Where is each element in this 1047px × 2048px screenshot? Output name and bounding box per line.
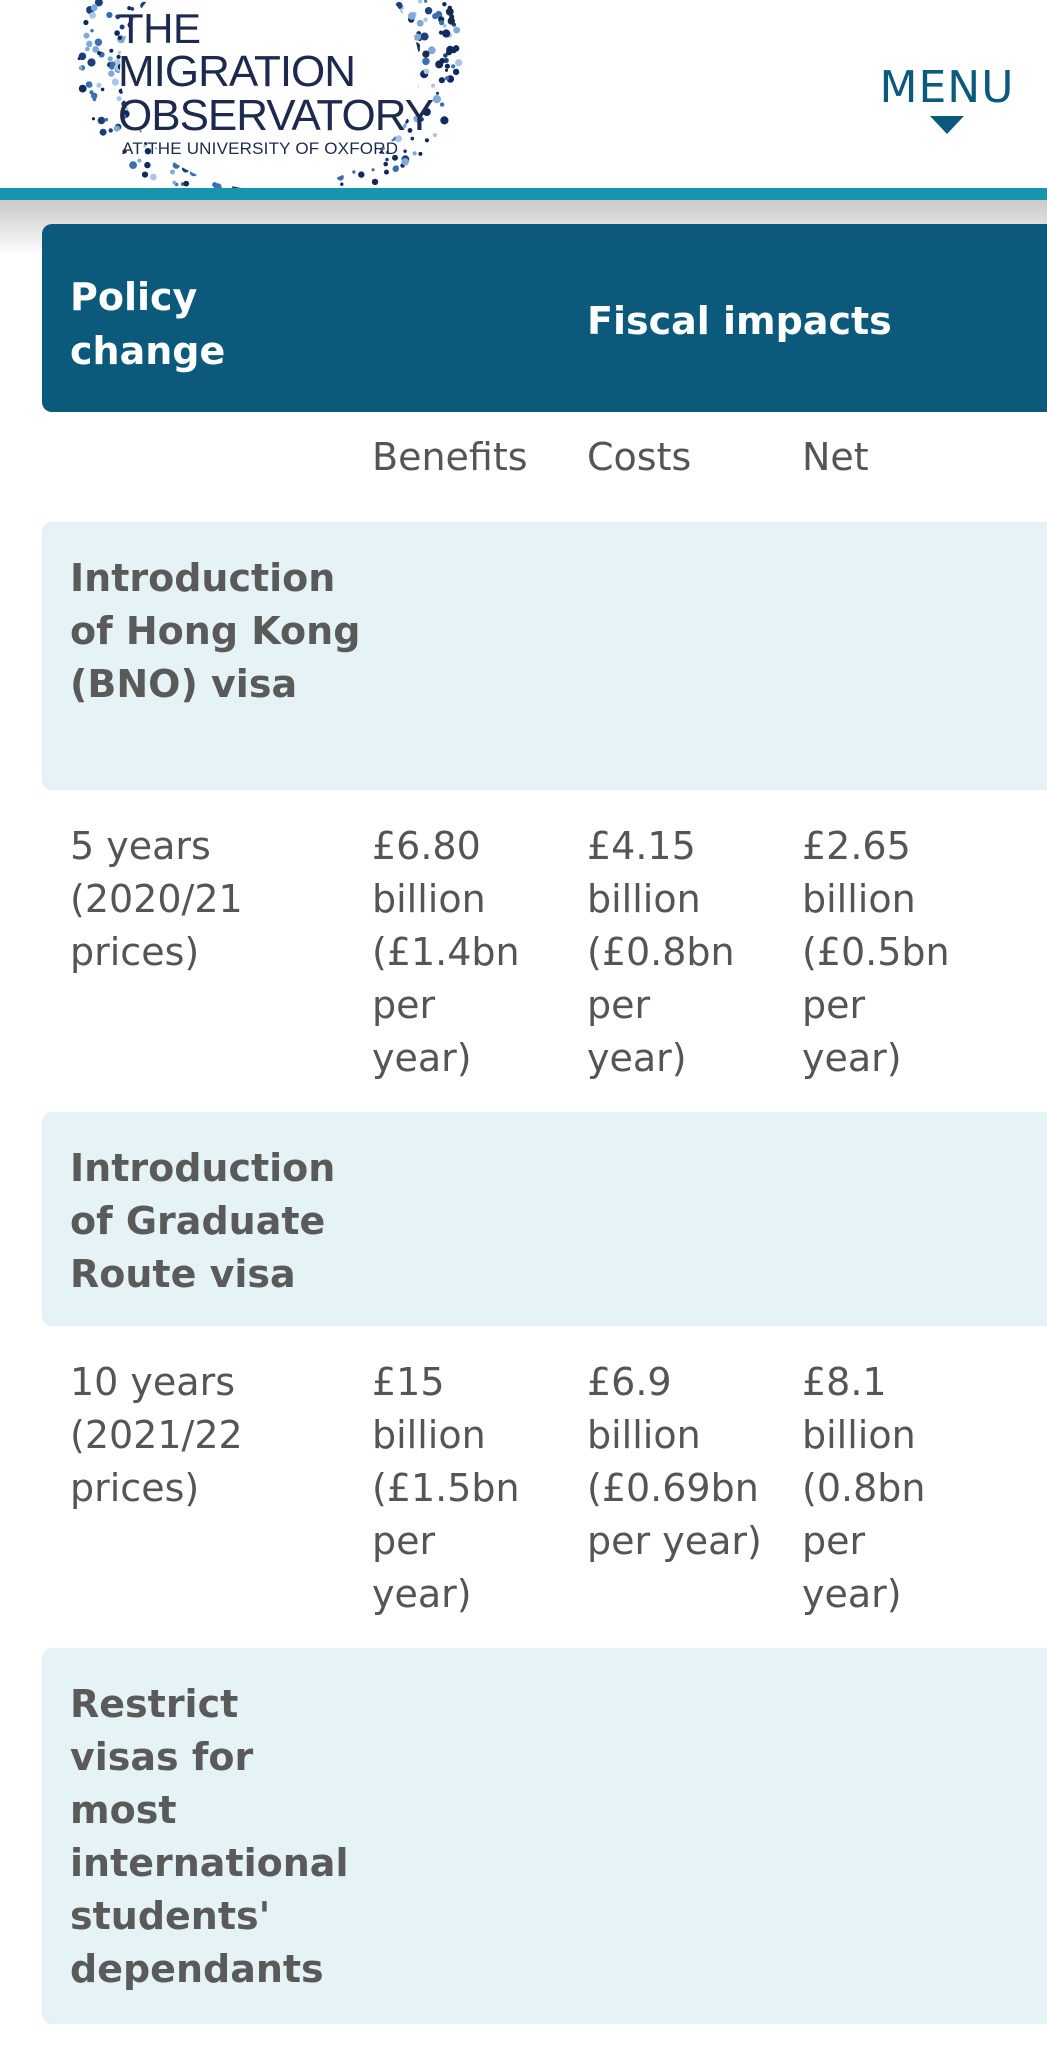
logo-dot (384, 170, 389, 175)
fiscal-impacts-table (42, 224, 1047, 2024)
site-logo[interactable] (0, 0, 540, 188)
logo-dot (443, 24, 447, 28)
logo-dot (85, 47, 90, 52)
logo-text (118, 5, 434, 160)
logo-dot (89, 90, 93, 94)
logo-dot (453, 27, 460, 34)
logo-dot (150, 174, 157, 181)
logo-dot (91, 4, 98, 11)
logo-dot (87, 58, 95, 66)
net-cell: £2.65 billion (£0.5bn per year) (802, 824, 950, 1080)
policy-name: Introduction of Hong Kong (BNO) visa (70, 556, 361, 706)
logo-dot (352, 170, 355, 173)
menu-button[interactable] (877, 62, 1017, 152)
logo-dot (445, 69, 448, 72)
logo-dot (86, 81, 93, 88)
caret-down-icon (930, 116, 964, 134)
logo-dot (106, 12, 112, 18)
logo-dot (144, 162, 150, 168)
policy-name: Restrict visas for most international students' dependants (70, 1682, 349, 1991)
costs-cell: £4.15 billion (£0.8bn per year) (587, 824, 735, 1080)
logo-dot (96, 83, 101, 88)
header-accent-bar (0, 188, 1047, 200)
logo-dot (92, 117, 95, 120)
period-cell: 10 years (2021/22 prices) (70, 1360, 243, 1510)
logo-dot (86, 41, 92, 47)
logo-dot (101, 88, 105, 92)
logo-dot (89, 12, 96, 19)
table-subheader (42, 412, 1047, 522)
logo-dot (455, 59, 462, 66)
menu-label: MENU (879, 62, 1015, 113)
logo-dot (84, 33, 90, 39)
policy-name: Introduction of Graduate Route visa (70, 1146, 336, 1296)
header-fiscal-impacts: Fiscal impacts (587, 299, 892, 343)
logo-dot (393, 165, 399, 171)
logo-dot (98, 117, 106, 125)
costs-cell: £6.9 billion (£0.69bn per year) (587, 1360, 762, 1563)
logo-dot (442, 2, 446, 6)
logo-line-migration: MIGRATION (118, 47, 356, 96)
policy-row (42, 1648, 1047, 2024)
logo-dot (424, 0, 427, 3)
benefits-cell: £15 billion (£1.5bn per year) (372, 1360, 520, 1616)
logo-dot (451, 64, 455, 68)
table-row (42, 790, 1047, 1112)
logo-line-observatory: OBSERVATORY (118, 91, 434, 140)
logo-dot (418, 0, 422, 4)
logo-dot (445, 64, 450, 69)
logo-dot (100, 129, 107, 136)
logo-dot (453, 69, 459, 75)
logo-dot (439, 58, 445, 64)
benefits-cell: £6.80 billion (£1.4bn per year) (372, 824, 520, 1080)
logo-dot (433, 95, 441, 103)
logo-dot (340, 183, 343, 186)
logo-dot (448, 6, 452, 10)
logo-dot (79, 66, 83, 70)
subheader-costs: Costs (587, 435, 692, 479)
logo-dot (79, 85, 87, 93)
logo-dot (95, 39, 102, 46)
policy-row (42, 522, 1047, 790)
logo-dot (90, 29, 93, 32)
logo-line-the: THE (118, 5, 201, 52)
site-header (0, 0, 1047, 188)
logo-dot (79, 53, 87, 61)
logo-dot (83, 20, 88, 25)
logo-dot (449, 14, 454, 19)
logo-dot (439, 77, 445, 83)
logo-dot (442, 29, 450, 37)
logo-dot (97, 51, 101, 55)
subheader-benefits: Benefits (372, 435, 528, 479)
logo-dot (183, 181, 189, 187)
logo-dot (436, 92, 439, 95)
logo-dot (440, 116, 448, 124)
policy-row (42, 1112, 1047, 1326)
logo-dot (172, 181, 176, 185)
logo-dot (443, 53, 448, 58)
logo-dot (372, 179, 378, 185)
logo-dot (110, 61, 116, 67)
logo-dot (383, 162, 388, 167)
logo-dot (372, 168, 375, 171)
logo-dot (358, 171, 364, 177)
logo-line-university: AT THE UNIVERSITY OF OXFORD (122, 139, 399, 158)
logo-dot (453, 45, 460, 52)
subheader-net: Net (802, 435, 869, 479)
logo-dot (129, 161, 137, 169)
logo-dot (433, 133, 437, 137)
logo-dot (109, 128, 113, 132)
logo-dot (142, 172, 148, 178)
logo-dot (108, 70, 114, 76)
logo-dot (105, 118, 109, 122)
logo-dot (108, 56, 113, 61)
table-header (42, 224, 1047, 412)
period-cell: 5 years (2020/21 prices) (70, 824, 243, 974)
logo-dot (109, 49, 113, 53)
net-cell: £8.1 billion (0.8bn per year) (802, 1360, 926, 1616)
logo-dot (170, 170, 175, 175)
logo-dot (440, 102, 444, 106)
logo-dot (445, 76, 449, 80)
header-policy-change: Policy change (70, 275, 226, 373)
table-row (42, 1326, 1047, 1648)
